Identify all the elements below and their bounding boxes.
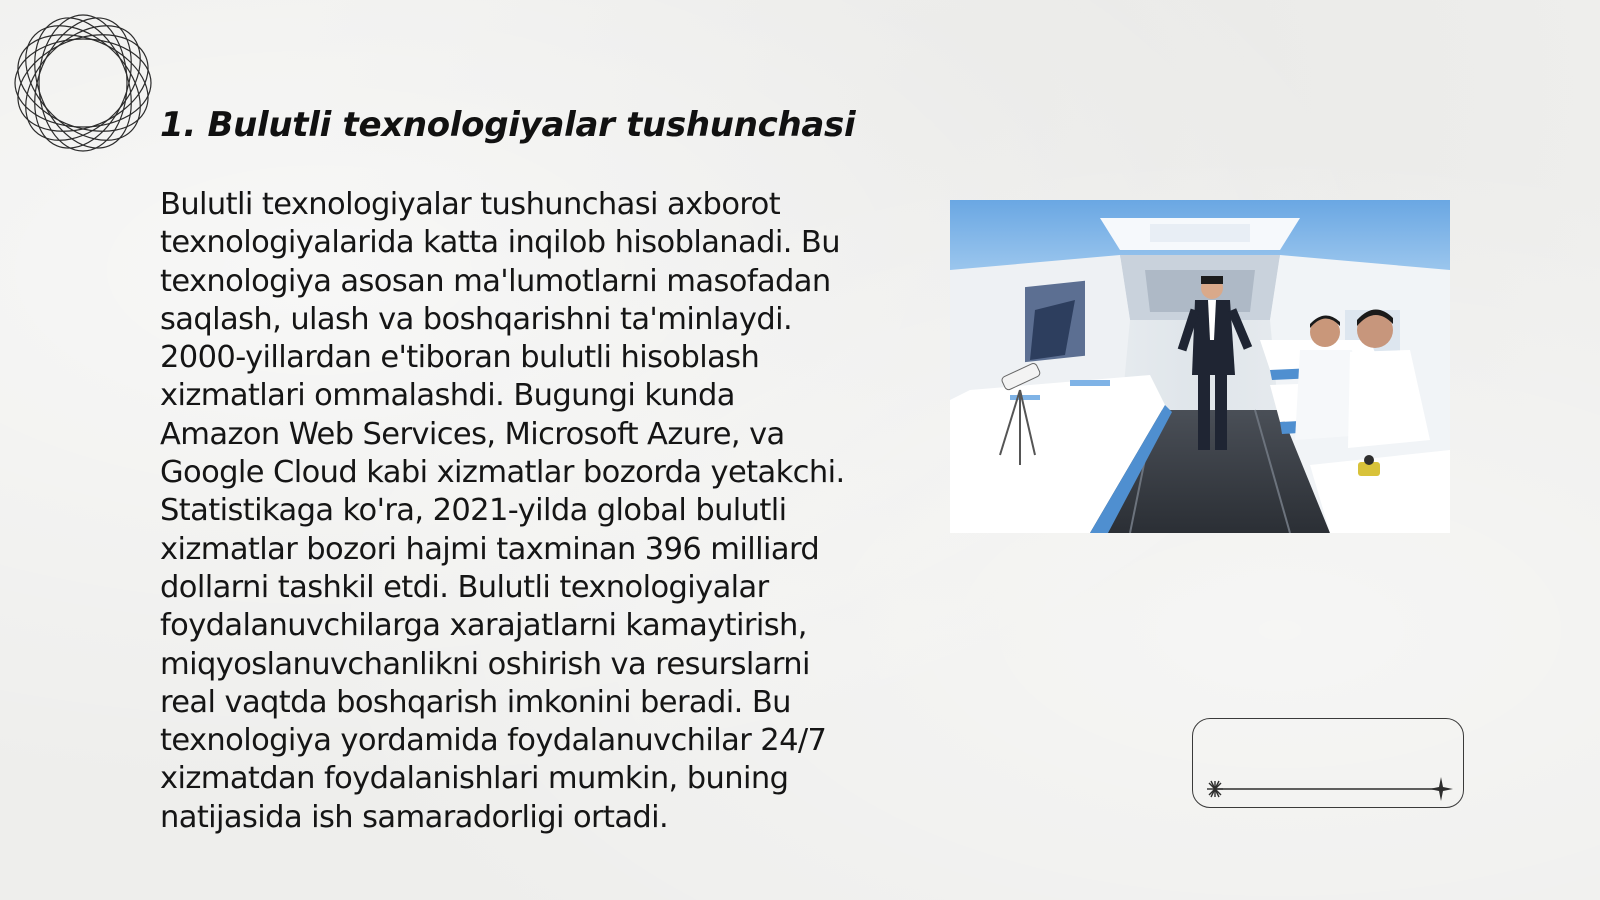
slide-body-text: Bulutli texnologiyalar tushunchasi axborot texnologiyalarida katta inqilob hisoblanadi. Bu texnologiya asosan ma'lumotlarni masofadan saqlash, ulash va boshqarishni ta'minlaydi. 2000-yillardan e'tiboran bulutli hisoblash xizmatlari ommalashdi. Bugungi kunda Amazon Web Services, Microsoft Azure, va Google Cloud kabi xizmatlar bozorda yetakchi. Statistikaga ko'ra, 2021-yilda global bulutli xizmatlar bozori hajmi taxminan 396 milliard dollarni tashkil etdi. Bulutli texnologiyalar foydalanuvchilarga xarajatlarni kamaytirish, miqyoslanuvchanlikni oshirish va resurslarni real vaqtda boshqarish imkonini beradi. Bu texnologiya yordamida foydalanuvchilar 24/7 xizmatdan foydalanishlari mumkin, buning natijasida ish samaradorligi ortadi.	[160, 187, 845, 835]
classroom-photo	[950, 200, 1450, 533]
decorative-timeline-box	[1192, 718, 1464, 808]
slide-title: 1. Bulutli texnologiyalar tushunchasi	[160, 105, 856, 145]
circular-line-ornament-icon	[8, 8, 158, 158]
ornament-ellipse	[8, 8, 158, 158]
sparkle-star-icon	[1207, 781, 1223, 797]
four-point-star-icon	[1429, 777, 1453, 801]
